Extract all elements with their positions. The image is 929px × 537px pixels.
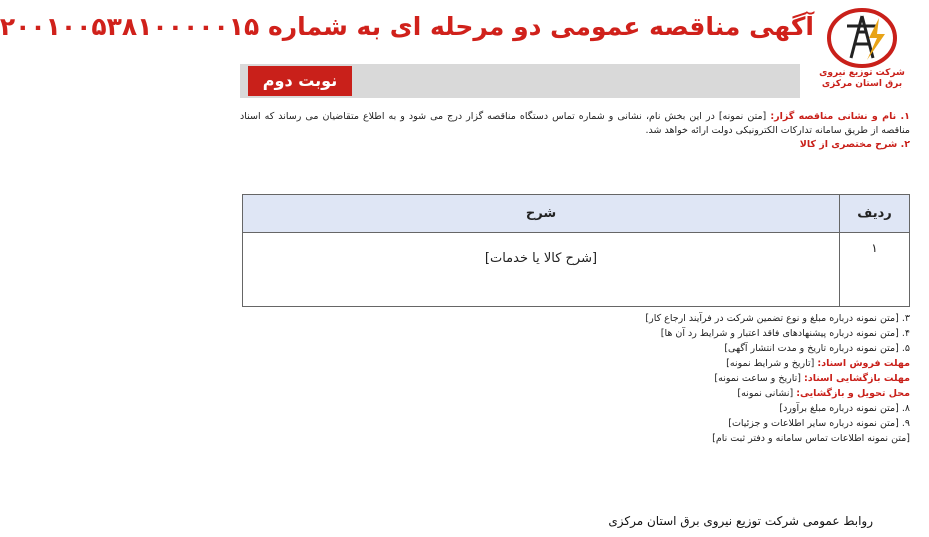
notice-footer: روابط عمومی شرکت توزیع نیروی برق استان مرکزی [608,514,873,528]
condition-item: ۵. [متن نمونه درباره تاریخ و مدت انتشار آگهی] [724,343,910,354]
notice-intro [240,110,910,152]
condition-item: ۹. [متن نمونه درباره سایر اطلاعات و جزئیات] [728,418,910,429]
row-description: [شرح کالا یا خدمات] [243,233,840,307]
column-header-index: ردیف [840,195,910,233]
condition-item: مهلت بازگشایی اسناد: [تاریخ و ساعت نمونه] [714,373,910,384]
company-logo [811,8,913,100]
condition-item: محل تحویل و بازگشایی: [نشانی نمونه] [737,388,910,399]
notice-header [0,8,921,100]
notice-conditions [240,312,910,447]
items-table [242,194,910,307]
power-tower-bolt-icon [827,8,897,68]
notice-title: آگهی مناقصه عمومی دو مرحله ای به شماره ۲۰۰۱۰۰۵۳۸۱۰۰۰۰۰۱۵ [0,12,814,41]
condition-item: مهلت فروش اسناد: [تاریخ و شرایط نمونه] [726,358,910,369]
company-name: شرکت توزیع نیروی برق استان مرکزی [819,68,905,89]
condition-item: ۴. [متن نمونه درباره پیشنهادهای فاقد اعتبار و شرایط رد آن ها] [660,328,910,339]
round-badge: نوبت دوم [248,66,352,96]
row-index: ۱ [840,233,910,307]
condition-item: ۳. [متن نمونه درباره مبلغ و نوع تضمین شرکت در فرآیند ارجاع کار] [645,313,910,324]
intro-text: [متن نمونه] در این بخش نام، نشانی و شماره تماس دستگاه مناقصه گزار درج می شود و به اطلاع متقاضیان می رساند که اسناد مناقصه از طریق سامانه تدارکات الکترونیکی دولت ارائه خواهد شد. [240,111,910,136]
condition-item: ۸. [متن نمونه درباره مبلغ برآورد] [779,403,910,414]
items-label: ۲. شرح مختصری از کالا [799,139,910,150]
table-row [243,233,910,307]
intro-label: ۱. نام و نشانی مناقصه گزار: [770,111,910,122]
condition-item: [متن نمونه اطلاعات تماس سامانه و دفتر ثبت نام] [712,433,910,444]
column-header-description: شرح [243,195,840,233]
